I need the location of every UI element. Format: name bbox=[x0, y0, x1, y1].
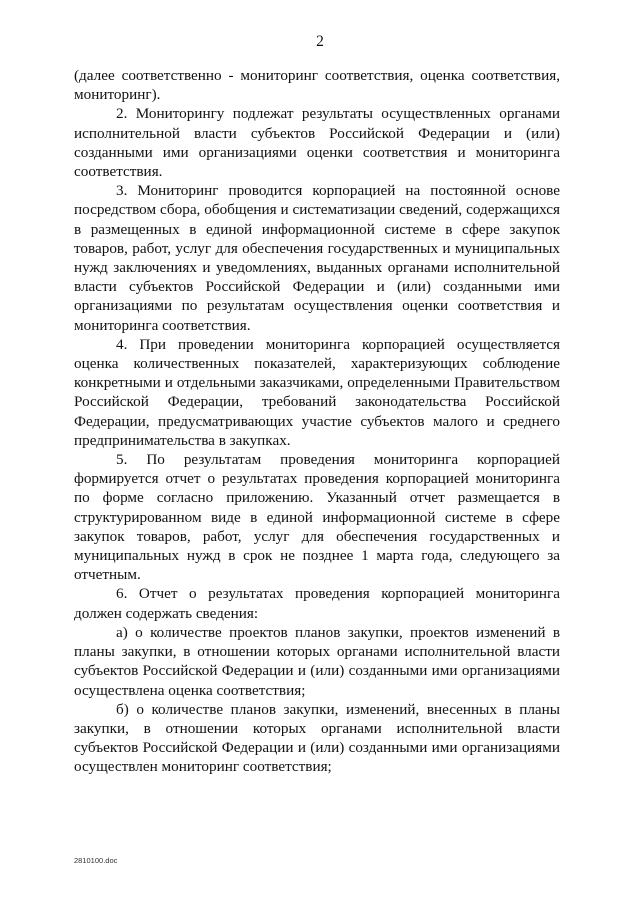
paragraph-continuation: (далее соответственно - мониторинг соответствия, оценка соответствия, мониторинг). bbox=[74, 67, 560, 104]
paragraph-6: 6. Отчет о результатах проведения корпорацией мониторинга должен содержать сведения: bbox=[74, 585, 560, 622]
paragraph-6a: а) о количестве проектов планов закупки, проектов изменений в планы закупки, в отношении которых органами исполнительной власти субъектов Российской Федерации и (или) созданными ими организациями осуществлена оценка соответствия; bbox=[74, 623, 560, 699]
paragraph-4: 4. При проведении мониторинга корпорацией осуществляется оценка количественных показателей, характеризующих соблюдение конкретными и отдельными заказчиками, определенными Правительством Российской Федерации, требований законодательства Российской Федерации, предусматривающих участие субъектов малого и среднего предпринимательства в закупках. bbox=[74, 335, 560, 449]
document-body bbox=[74, 66, 560, 777]
paragraph-6b: б) о количестве планов закупки, изменений, внесенных в планы закупки, в отношении которых органами исполнительной власти субъектов Российской Федерации и (или) созданными ими организациями осуществлен мониторинг соответствия; bbox=[74, 700, 560, 776]
page-number: 2 bbox=[316, 33, 324, 50]
paragraph-5: 5. По результатам проведения мониторинга корпорацией формируется отчет о результатах проведения корпорацией мониторинга по форме согласно приложению. Указанный отчет размещается в структурированном виде в единой информационной системе в сфере закупок товаров, работ, услуг для обеспечения государственных и муниципальных нужд в срок не позднее 1 марта года, следующего за отчетным. bbox=[74, 451, 560, 584]
paragraph-3: 3. Мониторинг проводится корпорацией на постоянной основе посредством сбора, обобщения и систематизации сведений, содержащихся в размещенных в единой информационной системе в сфере закупок товаров, работ, услуг для обеспечения государственных и муниципальных нужд заключениях и уведомлениях, выданных органами исполнительной власти субъектов Российской Федерации и (или) созданными ими организациями по результатам осуществления оценки соответствия и мониторинга соответствия. bbox=[74, 182, 560, 334]
footer-filename: 2810100.doc bbox=[74, 856, 118, 865]
paragraph-2: 2. Мониторингу подлежат результаты осуществленных органами исполнительной власти субъектов Российской Федерации и (или) созданными ими организациями оценки соответствия и мониторинга соответствия. bbox=[74, 105, 560, 181]
